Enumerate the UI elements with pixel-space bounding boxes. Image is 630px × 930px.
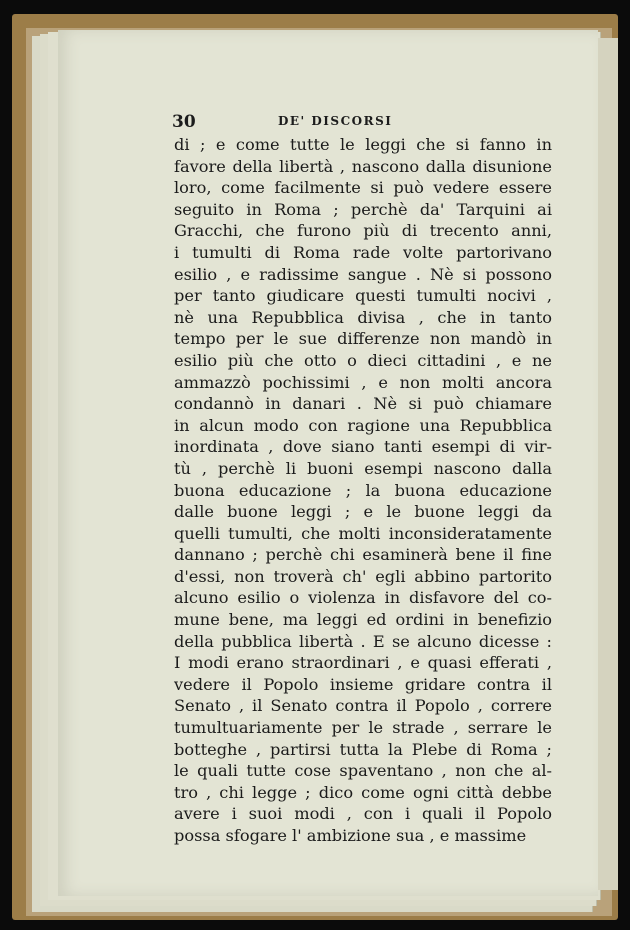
text-line: mune bene, ma leggi ed ordini in benefizio (174, 610, 552, 630)
text-line: Senato , il Senato contra il Popolo , correre (174, 696, 552, 716)
text-line: loro, come facilmente si può vedere essere (174, 178, 552, 198)
text-line: nè una Repubblica divisa , che in tanto (174, 307, 552, 327)
text-line: avere i suoi modi , con i quali il Popolo (174, 804, 552, 824)
page-header (172, 112, 492, 134)
text-line: tumultuariamente per le strade , serrare le (174, 718, 552, 738)
text-line: dannano ; perchè chi esaminerà bene il fine (174, 545, 552, 565)
body-text (174, 134, 552, 847)
text-line: dalle buone leggi ; e le buone leggi da (174, 502, 552, 522)
text-line: esilio più che otto o dieci cittadini , e ne (174, 350, 552, 370)
text-line: possa sfogare l' ambizione sua , e massime (174, 826, 527, 845)
text-line: tro , chi legge ; dico come ogni città debbe (174, 782, 552, 802)
text-line: per tanto giudicare questi tumulti nocivi , (174, 286, 552, 306)
text-line: botteghe , partirsi tutta la Plebe di Roma ; (174, 739, 552, 759)
text-line: in alcun modo con ragione una Repubblica (174, 415, 552, 435)
text-line: di ; e come tutte le leggi che si fanno in (174, 135, 552, 154)
text-line: le quali tutte cose spaventano , non che al- (174, 761, 552, 781)
text-line: tù , perchè li buoni esempi nascono dalla (174, 458, 552, 478)
text-line: favore della libertà , nascono dalla disunione (174, 156, 552, 176)
text-line: quelli tumulti, che molti inconsideratamente (174, 523, 552, 543)
text-line: ammazzò pochissimi , e non molti ancora (174, 372, 552, 392)
page-number: 30 (172, 112, 196, 132)
text-line: buona educazione ; la buona educazione (174, 480, 552, 500)
text-line: vedere il Popolo insieme gridare contra il (174, 674, 552, 694)
text-line: d'essi, non troverà ch' egli abbino partorito (174, 566, 552, 586)
text-line: tempo per le sue differenze non mandò in (174, 329, 552, 349)
text-line: esilio , e radissime sangue . Nè si possono (174, 264, 552, 284)
running-head: DE' DISCORSI (278, 114, 393, 128)
text-line: seguito in Roma ; perchè da' Tarquini ai (174, 199, 552, 219)
text-line: condannò in danari . Nè si può chiamare (174, 394, 552, 414)
text-line: inordinata , dove siano tanti esempi di vir- (174, 437, 552, 457)
text-line: i tumulti di Roma rade volte partorivano (174, 242, 552, 262)
text-line: alcuno esilio o violenza in disfavore del co- (174, 588, 552, 608)
facing-page-edge (596, 38, 618, 890)
text-line: della pubblica libertà . E se alcuno dicesse : (174, 631, 552, 651)
text-line: Gracchi, che furono più di trecento anni, (174, 221, 552, 241)
text-line: I modi erano straordinari , e quasi efferati , (174, 653, 552, 673)
